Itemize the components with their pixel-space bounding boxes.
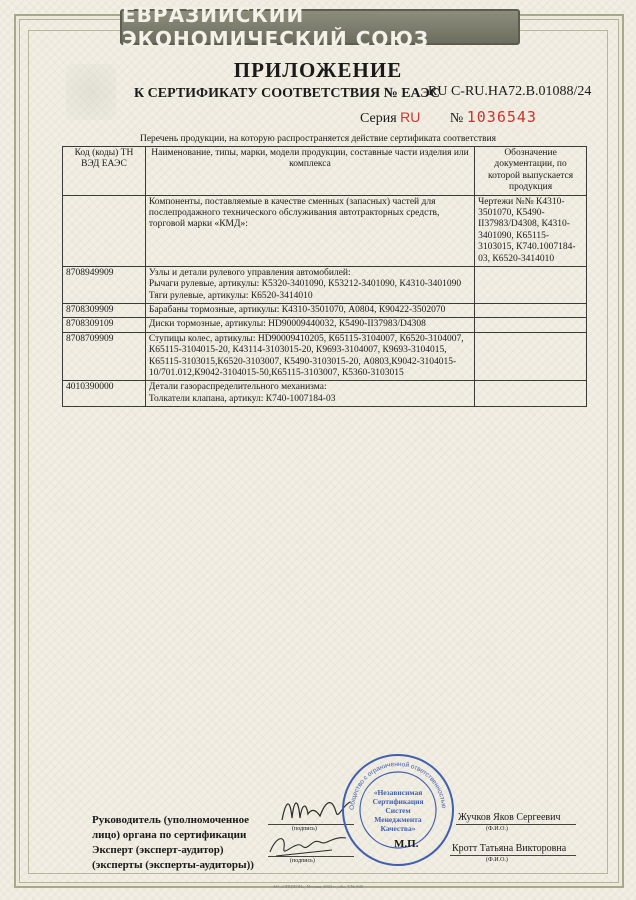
printer-footer: АО «ОПЦИОН», Москва, 2023 г., «Б», Т.№ 845 [272,884,364,889]
expert-fio-line [450,855,576,856]
page-title: ПРИЛОЖЕНИЕ [233,58,403,82]
expert-name: Кротт Татьяна Викторовна [452,843,567,854]
cell-doc [475,381,587,407]
header-doc: Обозначение документации, по которой выпускается продукция [475,147,587,196]
cell-name [145,332,474,381]
cell-name-line: Узлы и детали рулевого управления автомобилей: [148,267,351,278]
cell-name [145,195,474,266]
cell-name [145,318,474,332]
cell-name [145,381,474,407]
stamp-center-line: «Независимая [373,788,423,797]
series-row [360,108,537,127]
cell-doc [475,332,587,381]
stamp-center-line: Менеджмента [374,815,422,824]
cell-name-line: Толкатели клапана, артикул: К740-1007184-03 [148,393,336,404]
cell-name-line: Тяги рулевые, артикулы: К6520-3414010 [148,290,313,301]
table-header-row [63,147,587,196]
cell-name-line: Детали газораспределительного механизма: [148,382,327,393]
cell-name-line: Компоненты, поставляемые в качестве сменных (запасных) частей для послепродажного технического обслуживания автотракторных средств, торговой марки «КМД»: [148,196,440,230]
stamp-center-line: Качества» [380,824,416,833]
head-label [92,813,249,843]
blank-number: 1036543 [466,108,537,126]
cell-doc: Чертежи №№ К4310-3501070, К5490-II37983/D4308, К4310-3401090, К65115-3103015, К740.1007184-03, К6520-3414010 [475,195,587,266]
cell-doc [475,266,587,303]
cell-doc [475,318,587,332]
expert-label [92,843,254,873]
table-row [63,318,587,332]
cell-name-line: Барабаны тормозные, артикулы: К4310-3501070, А0804, К90422-3502070 [148,305,446,316]
cell-name [145,266,474,303]
expert-fio-caption: (Ф.И.О.) [486,857,508,863]
table-row [63,332,587,381]
certificate-subtitle: К СЕРТИФИКАТУ СООТВЕТСТВИЯ № ЕАЭС [134,86,440,101]
table-row [63,266,587,303]
certification-stamp [340,752,456,868]
head-label-line-2: лицо) органа по сертификации [92,829,247,841]
expert-label-line-1: Эксперт (эксперт-аудитор) [92,844,224,856]
cell-name [145,304,474,318]
cell-code [63,195,146,266]
union-banner: ЕВРАЗИЙСКИЙ ЭКОНОМИЧЕСКИЙ СОЮЗ [120,9,520,45]
cell-name-line: Ступицы колес, артикулы: HD90009410205, К65115-3104007, К6520-3104007, К65115-3104015-20, К43114-3103015-20, К9693-3104007, К9693-3104015, К65115-3103015,К6520-3103007, К5490-3103015-20, А0803,К9042-3104015-10/701.012,К9042-3104015-50,К65115-3103007, К5360-3103015 [148,333,464,379]
series-value: RU [400,109,421,125]
cell-code: 8708309909 [63,304,146,318]
head-fio-caption: (Ф.И.О.) [486,826,508,832]
expert-label-line-2: (эксперты (эксперты-аудиторы)) [92,859,254,871]
head-fio-line [456,824,576,825]
series-label: Серия [360,111,397,126]
cell-code: 8708949909 [63,266,146,303]
header-name: Наименование, типы, марки, модели продукции, составные части изделия или комплекса [145,147,474,196]
cell-name-line: Рычаги рулевые, артикулы: К5320-3401090, К53212-3401090, К4310-3401090 [148,279,462,290]
cell-name-line: Диски тормозные, артикулы: HD90009440032, К5490-II37983/D4308 [148,319,426,330]
product-table [62,146,587,407]
cell-code: 4010390000 [63,381,146,407]
number-label: № [449,111,464,126]
expert-podpis-caption: (подпись) [290,858,315,864]
stamp-ring-text: Общество с ограниченной ответственностью [348,760,448,811]
header-code: Код (коды) ТН ВЭД ЕАЭС [63,147,146,196]
head-podpis-caption: (подпись) [292,826,317,832]
head-name: Жучков Яков Сергеевич [458,812,561,823]
expert-signature [262,828,352,864]
certificate-number: RU С-RU.НА72.В.01088/24 [428,84,592,99]
cell-code: 8708309109 [63,318,146,332]
table-row [63,381,587,407]
stamp-center-line: Сертификация [372,797,424,806]
cell-code: 8708709909 [63,332,146,381]
stamp-center-line: Систем [385,806,411,815]
head-label-line-1: Руководитель (уполномоченное [92,814,249,826]
table-row [63,195,587,266]
table-row [63,304,587,318]
cell-doc [475,304,587,318]
mp-mark: М.П. [394,838,419,850]
table-caption: Перечень продукции, на которую распространяется действие сертификата соответствия [139,134,497,144]
